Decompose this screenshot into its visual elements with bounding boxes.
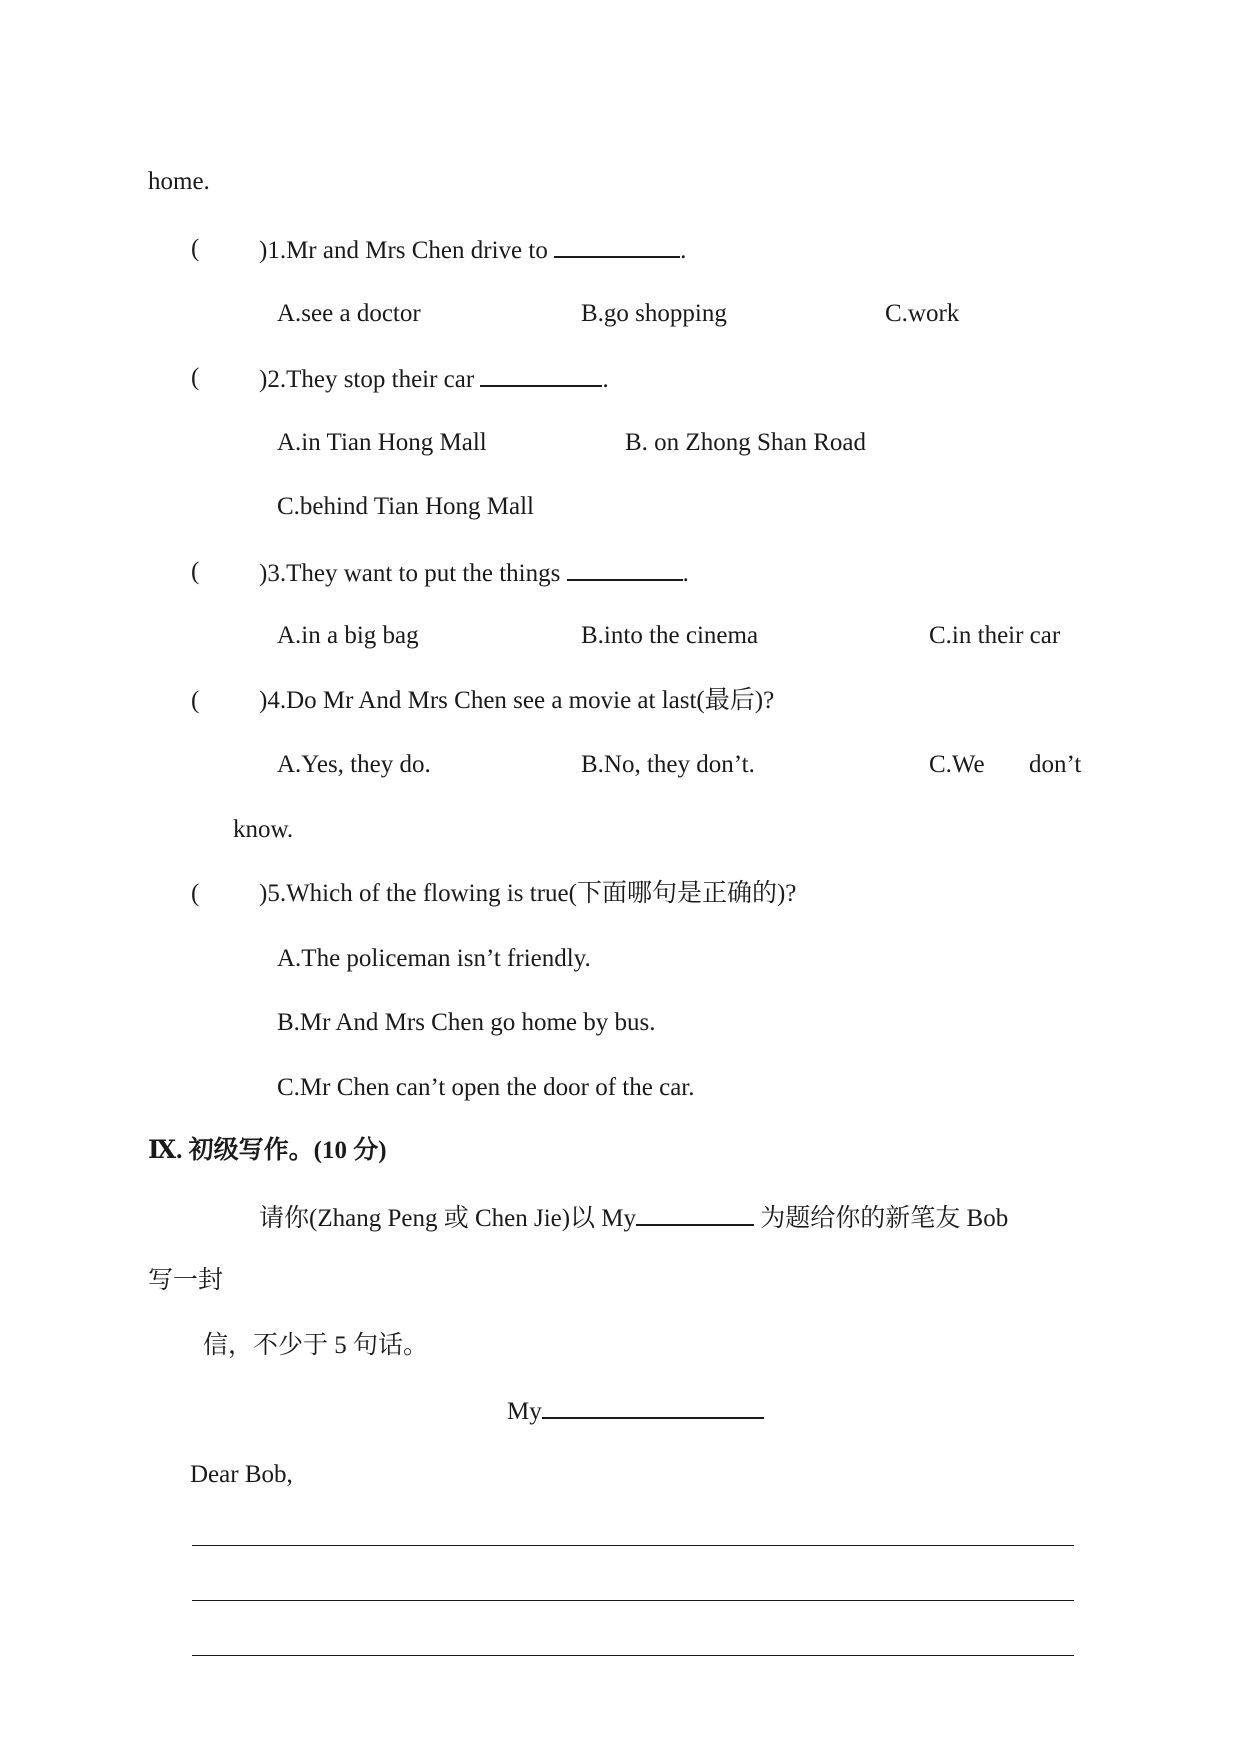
question-1-end: . (680, 237, 687, 264)
option-5a: A.The policeman isn’t friendly. (277, 945, 591, 972)
answer-paren-close-2: ) (259, 366, 268, 393)
option-3c: C.in their car (929, 622, 1061, 649)
answer-paren-open-2: ( (191, 364, 200, 391)
option-4b: B.No, they don’t. (581, 751, 755, 778)
instruction-text-cont: 为题给你的新笔友 Bob (754, 1205, 1009, 1232)
option-4c: C.We (929, 751, 985, 778)
instruction-title-blank[interactable] (636, 1202, 754, 1226)
option-2b: B. on Zhong Shan Road (625, 429, 866, 456)
section-heading: Ⅸ. 初级写作。(10 分) (148, 1137, 387, 1164)
answer-paren-open-3: ( (191, 558, 200, 585)
writing-instruction-line3: 信，不少于 5 句话。 (203, 1332, 429, 1359)
question-1-stem: 1.Mr and Mrs Chen drive to (267, 237, 555, 264)
writing-line-3[interactable] (192, 1655, 1074, 1656)
option-3a: A.in a big bag (277, 622, 419, 649)
question-4-stem: 4.Do Mr And Mrs Chen see a movie at last(最后)? (267, 687, 775, 714)
option-4c-cont: don’t (1029, 751, 1082, 778)
question-3-stem: 3.They want to put the things (267, 560, 567, 587)
answer-paren-close-1: ) (259, 237, 268, 264)
question-1-blank[interactable] (554, 234, 680, 258)
answer-paren-close-5: ) (259, 880, 268, 907)
answer-paren-open-5: ( (191, 880, 200, 907)
question-4 (259, 686, 774, 716)
letter-title-prefix: My (507, 1398, 542, 1425)
question-3-blank[interactable] (567, 557, 683, 581)
instruction-text: 请你(Zhang Peng 或 Chen Jie)以 My (259, 1205, 637, 1232)
question-2-end: . (602, 366, 609, 393)
question-1 (259, 234, 686, 266)
option-1c: C.work (885, 300, 960, 327)
option-1b: B.go shopping (581, 300, 727, 327)
option-5c: C.Mr Chen can’t open the door of the car. (277, 1074, 695, 1101)
option-5b: B.Mr And Mrs Chen go home by bus. (277, 1009, 656, 1036)
writing-line-1[interactable] (192, 1545, 1074, 1546)
passage-continuation: home. (148, 168, 210, 195)
writing-line-2[interactable] (192, 1600, 1074, 1601)
option-4a: A.Yes, they do. (277, 751, 431, 778)
option-2c: C.behind Tian Hong Mall (277, 493, 534, 520)
question-5-stem: 5.Which of the flowing is true(下面哪句是正确的)? (267, 880, 797, 907)
question-2-blank[interactable] (480, 363, 602, 387)
answer-paren-close-3: ) (259, 560, 268, 587)
question-3-end: . (682, 560, 689, 587)
option-1a: A.see a doctor (277, 300, 421, 327)
question-3 (259, 557, 689, 589)
answer-paren-close-4: ) (259, 687, 268, 714)
letter-title (507, 1395, 764, 1427)
letter-title-blank[interactable] (542, 1395, 764, 1419)
question-5 (259, 879, 796, 909)
letter-greeting: Dear Bob, (190, 1461, 293, 1488)
question-2-stem: 2.They stop their car (267, 366, 481, 393)
writing-instruction (259, 1202, 1008, 1234)
writing-instruction-wrap: 写一封 (148, 1267, 224, 1294)
option-3b: B.into the cinema (581, 622, 759, 649)
answer-paren-open-1: ( (191, 235, 200, 262)
option-2a: A.in Tian Hong Mall (277, 429, 487, 456)
answer-paren-open-4: ( (191, 687, 200, 714)
option-4c-wrap: know. (233, 816, 294, 843)
question-2 (259, 363, 609, 395)
